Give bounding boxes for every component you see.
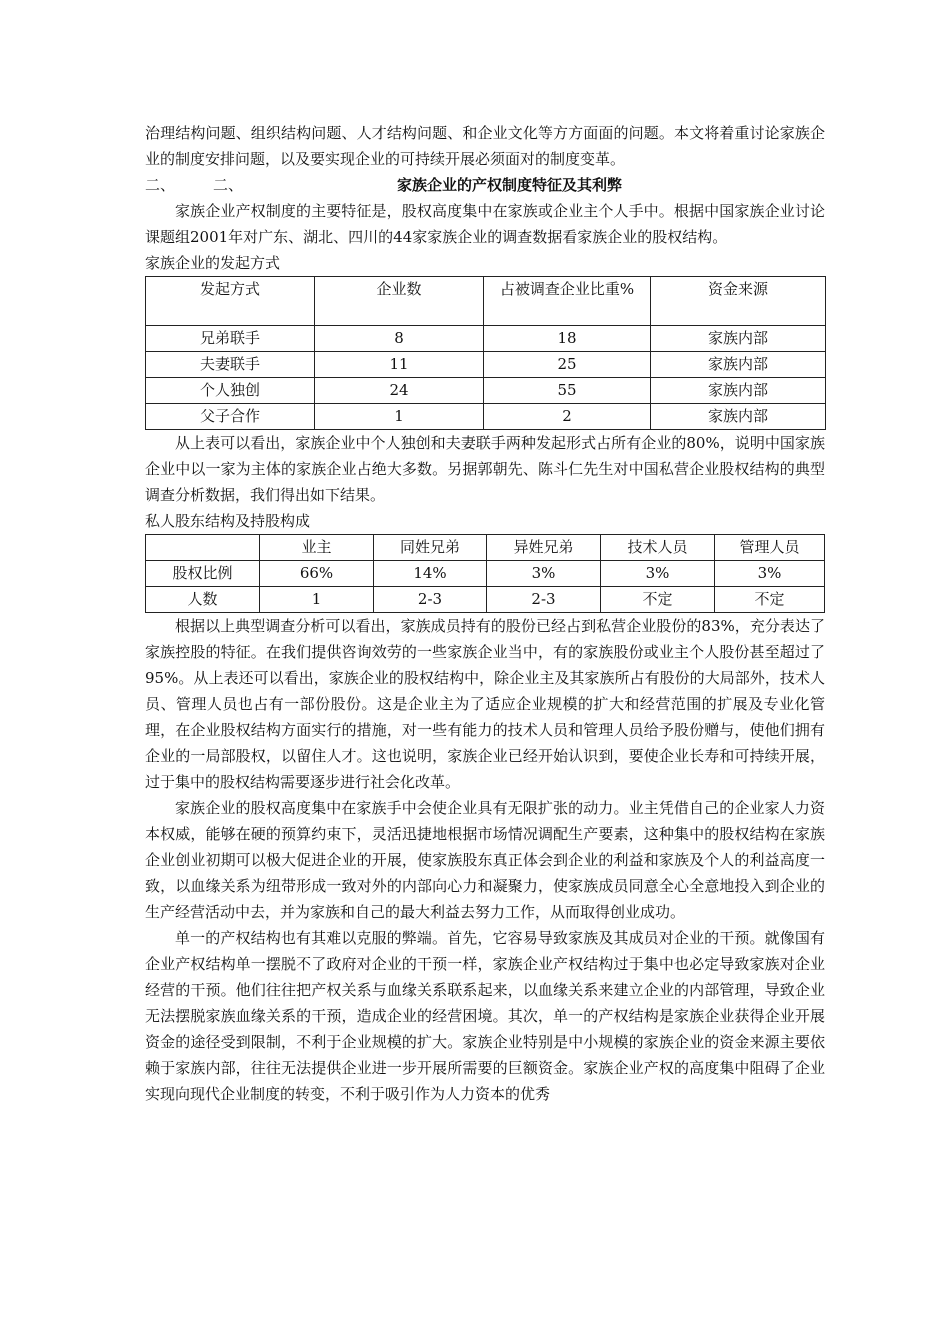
table-cell: 2-3 [374, 587, 487, 613]
table-header-row [146, 277, 826, 326]
table-cell: 14% [374, 561, 487, 587]
table-row [146, 404, 826, 430]
table-header-row [146, 535, 825, 561]
document-page [145, 120, 825, 1107]
table-cell: 11 [315, 352, 484, 378]
table-header-cell [146, 535, 260, 561]
paragraph-2: 从上表可以看出，家族企业中个人独创和夫妻联手两种发起形式占所有企业的80%，说明中国家族企业中以一家为主体的家族企业占绝大多数。另据郭朝先、陈斗仁先生对中国私营企业股权结构的典型调查分析数据，我们得出如下结果。 [145, 434, 825, 504]
paragraph-1: 家族企业产权制度的主要特征是，股权高度集中在家族或企业主个人手中。根据中国家族企业讨论课题组2001年对广东、湖北、四川的44家家族企业的调查数据看家族企业的股权结构。 [145, 202, 825, 246]
table-cell: 3% [715, 561, 825, 587]
section-heading [145, 172, 825, 198]
table-cell: 不定 [715, 587, 825, 613]
paragraph-5: 单一的产权结构也有其难以克服的弊端。首先，它容易导致家族及其成员对企业的干预。就像国有企业产权结构单一摆脱不了政府对企业的干预一样，家族企业产权结构过于集中也必定导致家族对企业经营的干预。他们往往把产权关系与血缘关系联系起来，以血缘关系来建立企业的内部管理，导致企业无法摆脱家族血缘关系的干预，造成企业的经营困境。其次，单一的产权结构是家族企业获得企业开展资金的途径受到限制，不利于企业规模的扩大。家族企业特别是中小规模的家族企业的资金来源主要依赖于家族内部，往往无法提供企业进一步开展所需要的巨额资金。家族企业产权的高度集中阻碍了企业实现向现代企业制度的转变，不利于吸引作为人力资本的优秀 [145, 929, 825, 1103]
intro-paragraph: 治理结构问题、组织结构问题、人才结构问题、和企业文化等方方面面的问题。本文将着重讨论家族企业的制度安排问题，以及要实现企业的可持续开展必须面对的制度变革。 [145, 124, 825, 168]
table-header-cell: 发起方式 [146, 277, 315, 326]
table-row [146, 352, 826, 378]
table-cell: 夫妻联手 [146, 352, 315, 378]
table-cell: 家族内部 [651, 404, 826, 430]
paragraph-3: 根据以上典型调查分析可以看出，家族成员持有的股份已经占到私营企业股份的83%，充分表达了家族控股的特征。在我们提供咨询效劳的一些家族企业当中，有的家族股份或业主个人股份甚至超过了95%。从上表还可以看出，家族企业的股权结构中，除企业主及其家族所占有股份的大局部外，技术人员、管理人员也占有一部份股份。这是企业主为了适应企业规模的扩大和经营范围的扩展及专业化管理，在企业股权结构方面实行的措施，对一些有能力的技术人员和管理人员给予股份赠与，使他们拥有企业的一局部股权，以留住人才。这也说明，家族企业已经开始认识到，要使企业长寿和可持续开展，过于集中的股权结构需要逐步进行社会化改革。 [145, 617, 825, 791]
table-cell: 55 [484, 378, 651, 404]
table-cell: 人数 [146, 587, 260, 613]
section-number-2: 二、 [213, 176, 244, 194]
table-header-cell: 管理人员 [715, 535, 825, 561]
section-title: 家族企业的产权制度特征及其利弊 [397, 176, 623, 194]
paragraph-4: 家族企业的股权高度集中在家族手中会使企业具有无限扩张的动力。业主凭借自己的企业家人力资本权威，能够在硬的预算约束下，灵活迅捷地根据市场情况调配生产要素，这种集中的股权结构在家族企业创业初期可以极大促进企业的开展，使家族股东真正体会到企业的利益和家族及个人的利益高度一致，以血缘关系为纽带形成一致对外的内部向心力和凝聚力，使家族成员同意全心全意地投入到企业的生产经营活动中去，并为家族和自己的最大利益去努力工作，从而取得创业成功。 [145, 799, 825, 921]
table-header-cell: 占被调查企业比重% [484, 277, 651, 326]
table-cell: 66% [260, 561, 374, 587]
shareholder-structure-table [145, 534, 825, 613]
table-cell: 1 [315, 404, 484, 430]
table-header-cell: 异姓兄弟 [487, 535, 601, 561]
table-row [146, 561, 825, 587]
table-row [146, 378, 826, 404]
table-row [146, 326, 826, 352]
table-cell: 兄弟联手 [146, 326, 315, 352]
table-cell: 2 [484, 404, 651, 430]
table-cell: 2-3 [487, 587, 601, 613]
section-number-1: 二、 [145, 176, 176, 194]
founding-method-table [145, 276, 826, 430]
table-header-cell: 同姓兄弟 [374, 535, 487, 561]
table-cell: 股权比例 [146, 561, 260, 587]
table-cell: 1 [260, 587, 374, 613]
table-cell: 家族内部 [651, 326, 826, 352]
table-cell: 家族内部 [651, 352, 826, 378]
table-header-cell: 技术人员 [601, 535, 715, 561]
table-cell: 25 [484, 352, 651, 378]
table-cell: 父子合作 [146, 404, 315, 430]
table-cell: 18 [484, 326, 651, 352]
table-cell: 24 [315, 378, 484, 404]
table-cell: 3% [487, 561, 601, 587]
table-cell: 家族内部 [651, 378, 826, 404]
table-header-cell: 资金来源 [651, 277, 826, 326]
table-header-cell: 企业数 [315, 277, 484, 326]
table-cell: 不定 [601, 587, 715, 613]
table2-caption: 私人股东结构及持股构成 [145, 512, 311, 530]
table-header-cell: 业主 [260, 535, 374, 561]
table-cell: 3% [601, 561, 715, 587]
table1-caption: 家族企业的发起方式 [145, 254, 281, 272]
table-cell: 个人独创 [146, 378, 315, 404]
table-cell: 8 [315, 326, 484, 352]
table-row [146, 587, 825, 613]
